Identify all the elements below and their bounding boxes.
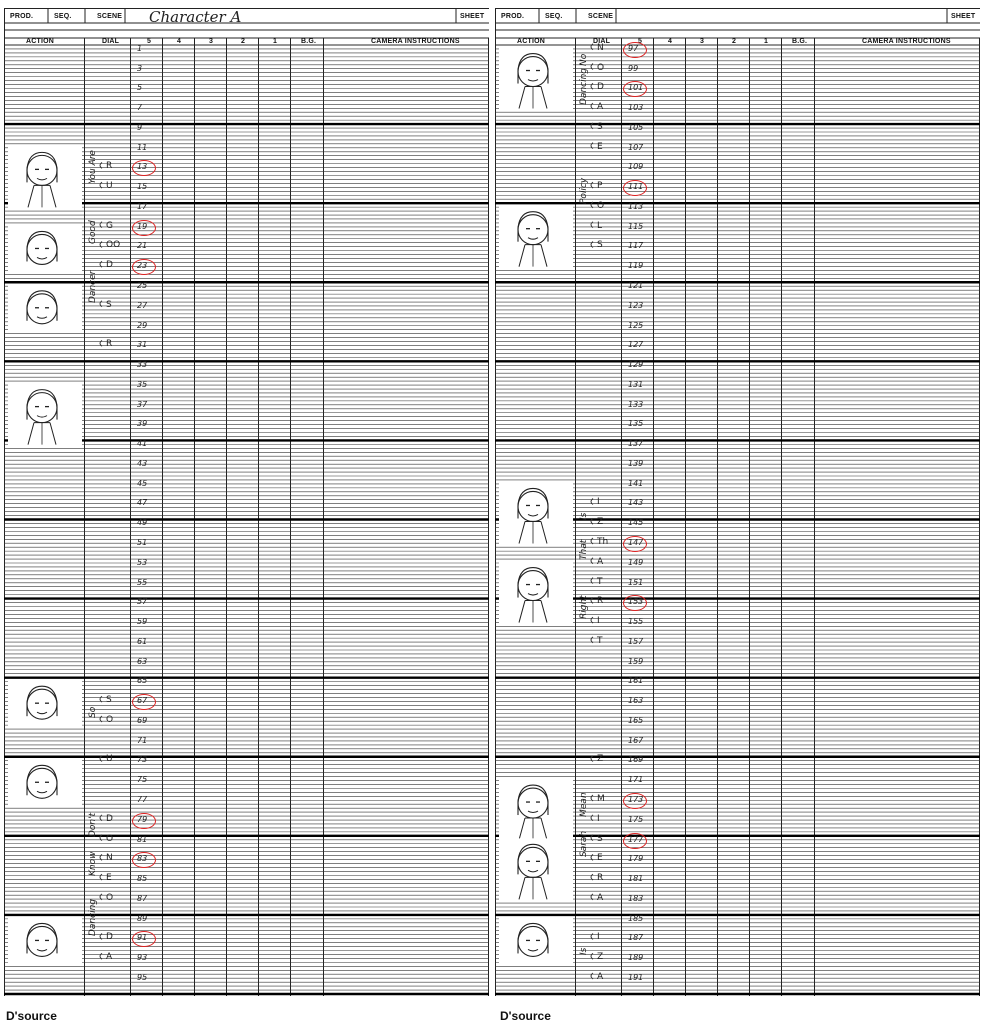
dial-phoneme: T [597, 576, 603, 587]
frame-number: 15 [137, 182, 148, 192]
frame-number: 9 [137, 122, 143, 132]
keyframe-circle-mark [623, 793, 647, 809]
col-5: 5 [147, 38, 152, 45]
exposure-sheet-right [495, 8, 980, 1006]
frame-number: 105 [628, 122, 644, 132]
dial-phoneme: R [106, 161, 113, 172]
character-sketch [499, 562, 573, 626]
frame-number: 19 [137, 221, 148, 231]
dialogue-word: Is [579, 948, 589, 956]
dialogue-word: You Are [88, 150, 98, 185]
frame-number: 147 [628, 538, 644, 548]
footer-logo-right: D'source [500, 1009, 551, 1023]
frame-number: 69 [137, 715, 148, 725]
keyframe-circle-mark [623, 536, 647, 552]
dial-phoneme: A [597, 892, 604, 903]
frame-number: 143 [628, 498, 644, 508]
frame-number: 77 [137, 795, 148, 805]
dial-phoneme: S [597, 833, 603, 844]
dialogue-word: Dancing [579, 68, 589, 106]
seq-label: SEQ. [54, 13, 72, 20]
dial-phoneme: Z [597, 517, 604, 528]
frame-number: 109 [628, 162, 644, 172]
frame-number: 161 [628, 676, 644, 686]
col-4: 4 [177, 38, 182, 45]
frame-number: 37 [137, 399, 148, 409]
character-sketch [499, 917, 573, 965]
frame-number: 149 [628, 557, 644, 567]
dial-phoneme: D [106, 932, 113, 943]
col-1: 1 [273, 38, 278, 45]
dial-phoneme: A [597, 102, 604, 113]
frame-number: 11 [137, 142, 148, 152]
dialogue-word: Dancer [88, 270, 98, 303]
frame-number: 67 [137, 696, 148, 706]
frame-number: 167 [628, 735, 644, 745]
dialogue-word: Dancing [88, 898, 98, 936]
frame-number: 103 [628, 103, 644, 113]
dial-phoneme: I [597, 616, 600, 627]
frame-number: 49 [137, 518, 148, 528]
frame-number: 173 [628, 795, 644, 805]
frame-number: 115 [628, 221, 644, 231]
frame-number: 47 [137, 498, 148, 508]
frame-number: 73 [137, 755, 148, 765]
scene-label: SCENE [588, 13, 614, 20]
dial-phoneme: R [106, 339, 113, 350]
sheet-label: SHEET [951, 13, 976, 20]
col-bg: B.G. [301, 38, 317, 45]
dial-phoneme: OO [106, 240, 121, 251]
col-2: 2 [732, 38, 737, 45]
frame-number: 185 [628, 913, 644, 923]
character-sketch [499, 838, 573, 902]
frame-number: 121 [628, 280, 644, 290]
frame-number: 1 [137, 43, 143, 53]
frame-number: 31 [137, 340, 148, 350]
frame-number: 63 [137, 656, 148, 666]
frame-number: 169 [628, 755, 644, 765]
character-sketch [8, 384, 82, 448]
dial-phoneme: S [106, 299, 112, 310]
frame-number: 175 [628, 814, 644, 824]
frame-number: 57 [137, 597, 148, 607]
col-5: 5 [638, 38, 643, 45]
frame-number: 95 [137, 972, 148, 982]
frame-number: 91 [137, 933, 148, 943]
frame-number: 179 [628, 854, 644, 864]
dialogue-word: So [88, 706, 98, 719]
frame-number: 125 [628, 320, 644, 330]
frame-number: 123 [628, 300, 644, 310]
keyframe-circle-mark [132, 220, 156, 236]
col-camera: CAMERA INSTRUCTIONS [371, 38, 460, 45]
col-action: ACTION [26, 38, 55, 45]
dial-phoneme: A [106, 952, 113, 963]
frame-number: 139 [628, 458, 644, 468]
keyframe-circle-mark [623, 42, 647, 58]
character-sketch [8, 917, 82, 965]
frame-number: 55 [137, 577, 148, 587]
frame-number: 145 [628, 518, 644, 528]
frame-number: 189 [628, 953, 644, 963]
character-sketch [499, 482, 573, 546]
dial-phoneme: O [106, 714, 114, 725]
dial-phoneme: O [106, 892, 114, 903]
frame-number: 83 [137, 854, 148, 864]
col-2: 2 [241, 38, 246, 45]
prod-label: PROD. [501, 13, 525, 20]
frame-number: 157 [628, 636, 644, 646]
frame-number: 151 [628, 577, 644, 587]
dial-phoneme: E [597, 141, 603, 152]
dialogue-word: Know [88, 851, 98, 877]
frame-number: 119 [628, 261, 644, 271]
frame-number: 137 [628, 439, 644, 449]
frame-number: 81 [137, 834, 148, 844]
dialogue-word: Right [579, 595, 589, 620]
frame-number: 117 [628, 241, 644, 251]
frame-number: 43 [137, 458, 148, 468]
frame-number: 171 [628, 775, 644, 785]
frame-number: 131 [628, 379, 644, 389]
character-sketch [499, 206, 573, 270]
seq-label: SEQ. [545, 13, 563, 20]
frame-number: 3 [137, 63, 143, 73]
character-sketch [499, 48, 573, 112]
frame-number: 39 [137, 419, 148, 429]
dial-phoneme: T [597, 635, 603, 646]
dial-phoneme: S [597, 240, 603, 251]
dial-phoneme: M [597, 794, 605, 805]
frame-number: 17 [137, 201, 148, 211]
dial-phoneme: Z [597, 952, 604, 963]
frame-number: 153 [628, 597, 644, 607]
dial-phoneme: A [597, 971, 604, 982]
frame-number: 45 [137, 478, 148, 488]
dialogue-word: Policy [579, 177, 589, 205]
frame-number: 59 [137, 617, 148, 627]
frame-number: 133 [628, 399, 644, 409]
dial-phoneme: I [597, 932, 600, 943]
frame-number: 181 [628, 874, 644, 884]
frame-number: 97 [628, 43, 639, 53]
frame-number: 183 [628, 893, 644, 903]
keyframe-circle-mark [623, 833, 647, 849]
frame-number: 191 [628, 972, 644, 982]
frame-number: 65 [137, 676, 148, 686]
prod-label: PROD. [10, 13, 34, 20]
frame-number: 101 [628, 83, 644, 93]
character-sketch [8, 759, 82, 807]
frame-number: 61 [137, 636, 148, 646]
frame-number: 177 [628, 834, 644, 844]
col-4: 4 [668, 38, 673, 45]
frame-number: 107 [628, 142, 644, 152]
dialogue-word: Good [88, 219, 98, 244]
dial-phoneme: G [106, 220, 113, 231]
exposure-sheet-left [4, 8, 489, 1006]
frame-number: 25 [137, 280, 148, 290]
dial-phoneme: I [597, 813, 600, 824]
dial-phoneme: R [597, 596, 604, 607]
dial-phoneme: S [597, 121, 603, 132]
dialogue-word: Sarah [579, 830, 589, 857]
dial-phoneme: D [106, 813, 113, 824]
character-sketch [8, 146, 82, 210]
dialogue-word: Don't [88, 812, 98, 837]
col-bg: B.G. [792, 38, 808, 45]
frame-number: 93 [137, 953, 148, 963]
frame-number: 135 [628, 419, 644, 429]
dialogue-word: That [579, 539, 589, 561]
dial-phoneme: U [106, 181, 113, 192]
dial-phoneme: O [597, 62, 605, 73]
frame-number: 113 [628, 201, 644, 211]
dial-phoneme: O [597, 200, 605, 211]
frame-number: 155 [628, 617, 644, 627]
dial-phoneme: P [597, 181, 603, 192]
dial-phoneme: R [597, 873, 604, 884]
frame-number: 89 [137, 913, 148, 923]
sheet-grid [495, 8, 980, 1006]
frame-number: 141 [628, 478, 644, 488]
frame-number: 5 [137, 83, 143, 93]
dialogue-word: Is [579, 513, 589, 521]
frame-number: 159 [628, 656, 644, 666]
col-3: 3 [700, 38, 705, 45]
dial-phoneme: A [597, 556, 604, 567]
frame-number: 53 [137, 557, 148, 567]
col-camera: CAMERA INSTRUCTIONS [862, 38, 951, 45]
frame-number: 35 [137, 379, 148, 389]
frame-number: 21 [137, 241, 148, 251]
dial-phoneme: Z [597, 754, 604, 765]
frame-number: 41 [137, 439, 148, 449]
col-action: ACTION [517, 38, 546, 45]
scene-label: SCENE [97, 13, 123, 20]
sheet-label: SHEET [460, 13, 485, 20]
frame-number: 79 [137, 814, 148, 824]
dial-phoneme: D [106, 260, 113, 271]
frame-number: 29 [137, 320, 148, 330]
frame-number: 33 [137, 360, 148, 370]
frame-number: 187 [628, 933, 644, 943]
frame-number: 71 [137, 735, 148, 745]
dial-phoneme: O [106, 833, 114, 844]
sheet-grid [4, 8, 489, 1006]
frame-number: 99 [628, 63, 639, 73]
dialogue-word: Mean [579, 792, 589, 818]
footer-logo-left: D'source [6, 1009, 57, 1023]
character-title: Character A [149, 8, 242, 26]
col-1: 1 [764, 38, 769, 45]
frame-number: 127 [628, 340, 644, 350]
dial-phoneme: E [597, 853, 603, 864]
frame-number: 7 [137, 103, 143, 113]
col-dial: DIAL [102, 38, 120, 45]
dial-phoneme: N [597, 42, 604, 53]
character-sketch [499, 779, 573, 843]
frame-number: 163 [628, 696, 644, 706]
frame-number: 129 [628, 360, 644, 370]
dial-phoneme: S [106, 695, 112, 706]
dial-phoneme: I [597, 497, 600, 508]
character-sketch [8, 680, 82, 728]
frame-number: 23 [137, 261, 148, 271]
frame-number: 13 [137, 162, 148, 172]
frame-number: 87 [137, 893, 148, 903]
frame-number: 85 [137, 874, 148, 884]
dial-phoneme: D [597, 82, 604, 93]
frame-number: 27 [137, 300, 148, 310]
frame-number: 165 [628, 715, 644, 725]
dial-phoneme: E [106, 873, 112, 884]
character-sketch [8, 225, 82, 273]
dial-phoneme: U [106, 754, 113, 765]
character-sketch [8, 285, 82, 333]
col-dial: DIAL [593, 38, 611, 45]
dial-phoneme: N [106, 853, 113, 864]
col-3: 3 [209, 38, 214, 45]
frame-number: 111 [628, 182, 644, 192]
frame-number: 75 [137, 775, 148, 785]
frame-number: 51 [137, 538, 148, 548]
dial-phoneme: L [597, 220, 603, 231]
keyframe-circle-mark [132, 813, 156, 829]
dialogue-word: No [579, 53, 589, 66]
dial-phoneme: Th [597, 537, 609, 548]
